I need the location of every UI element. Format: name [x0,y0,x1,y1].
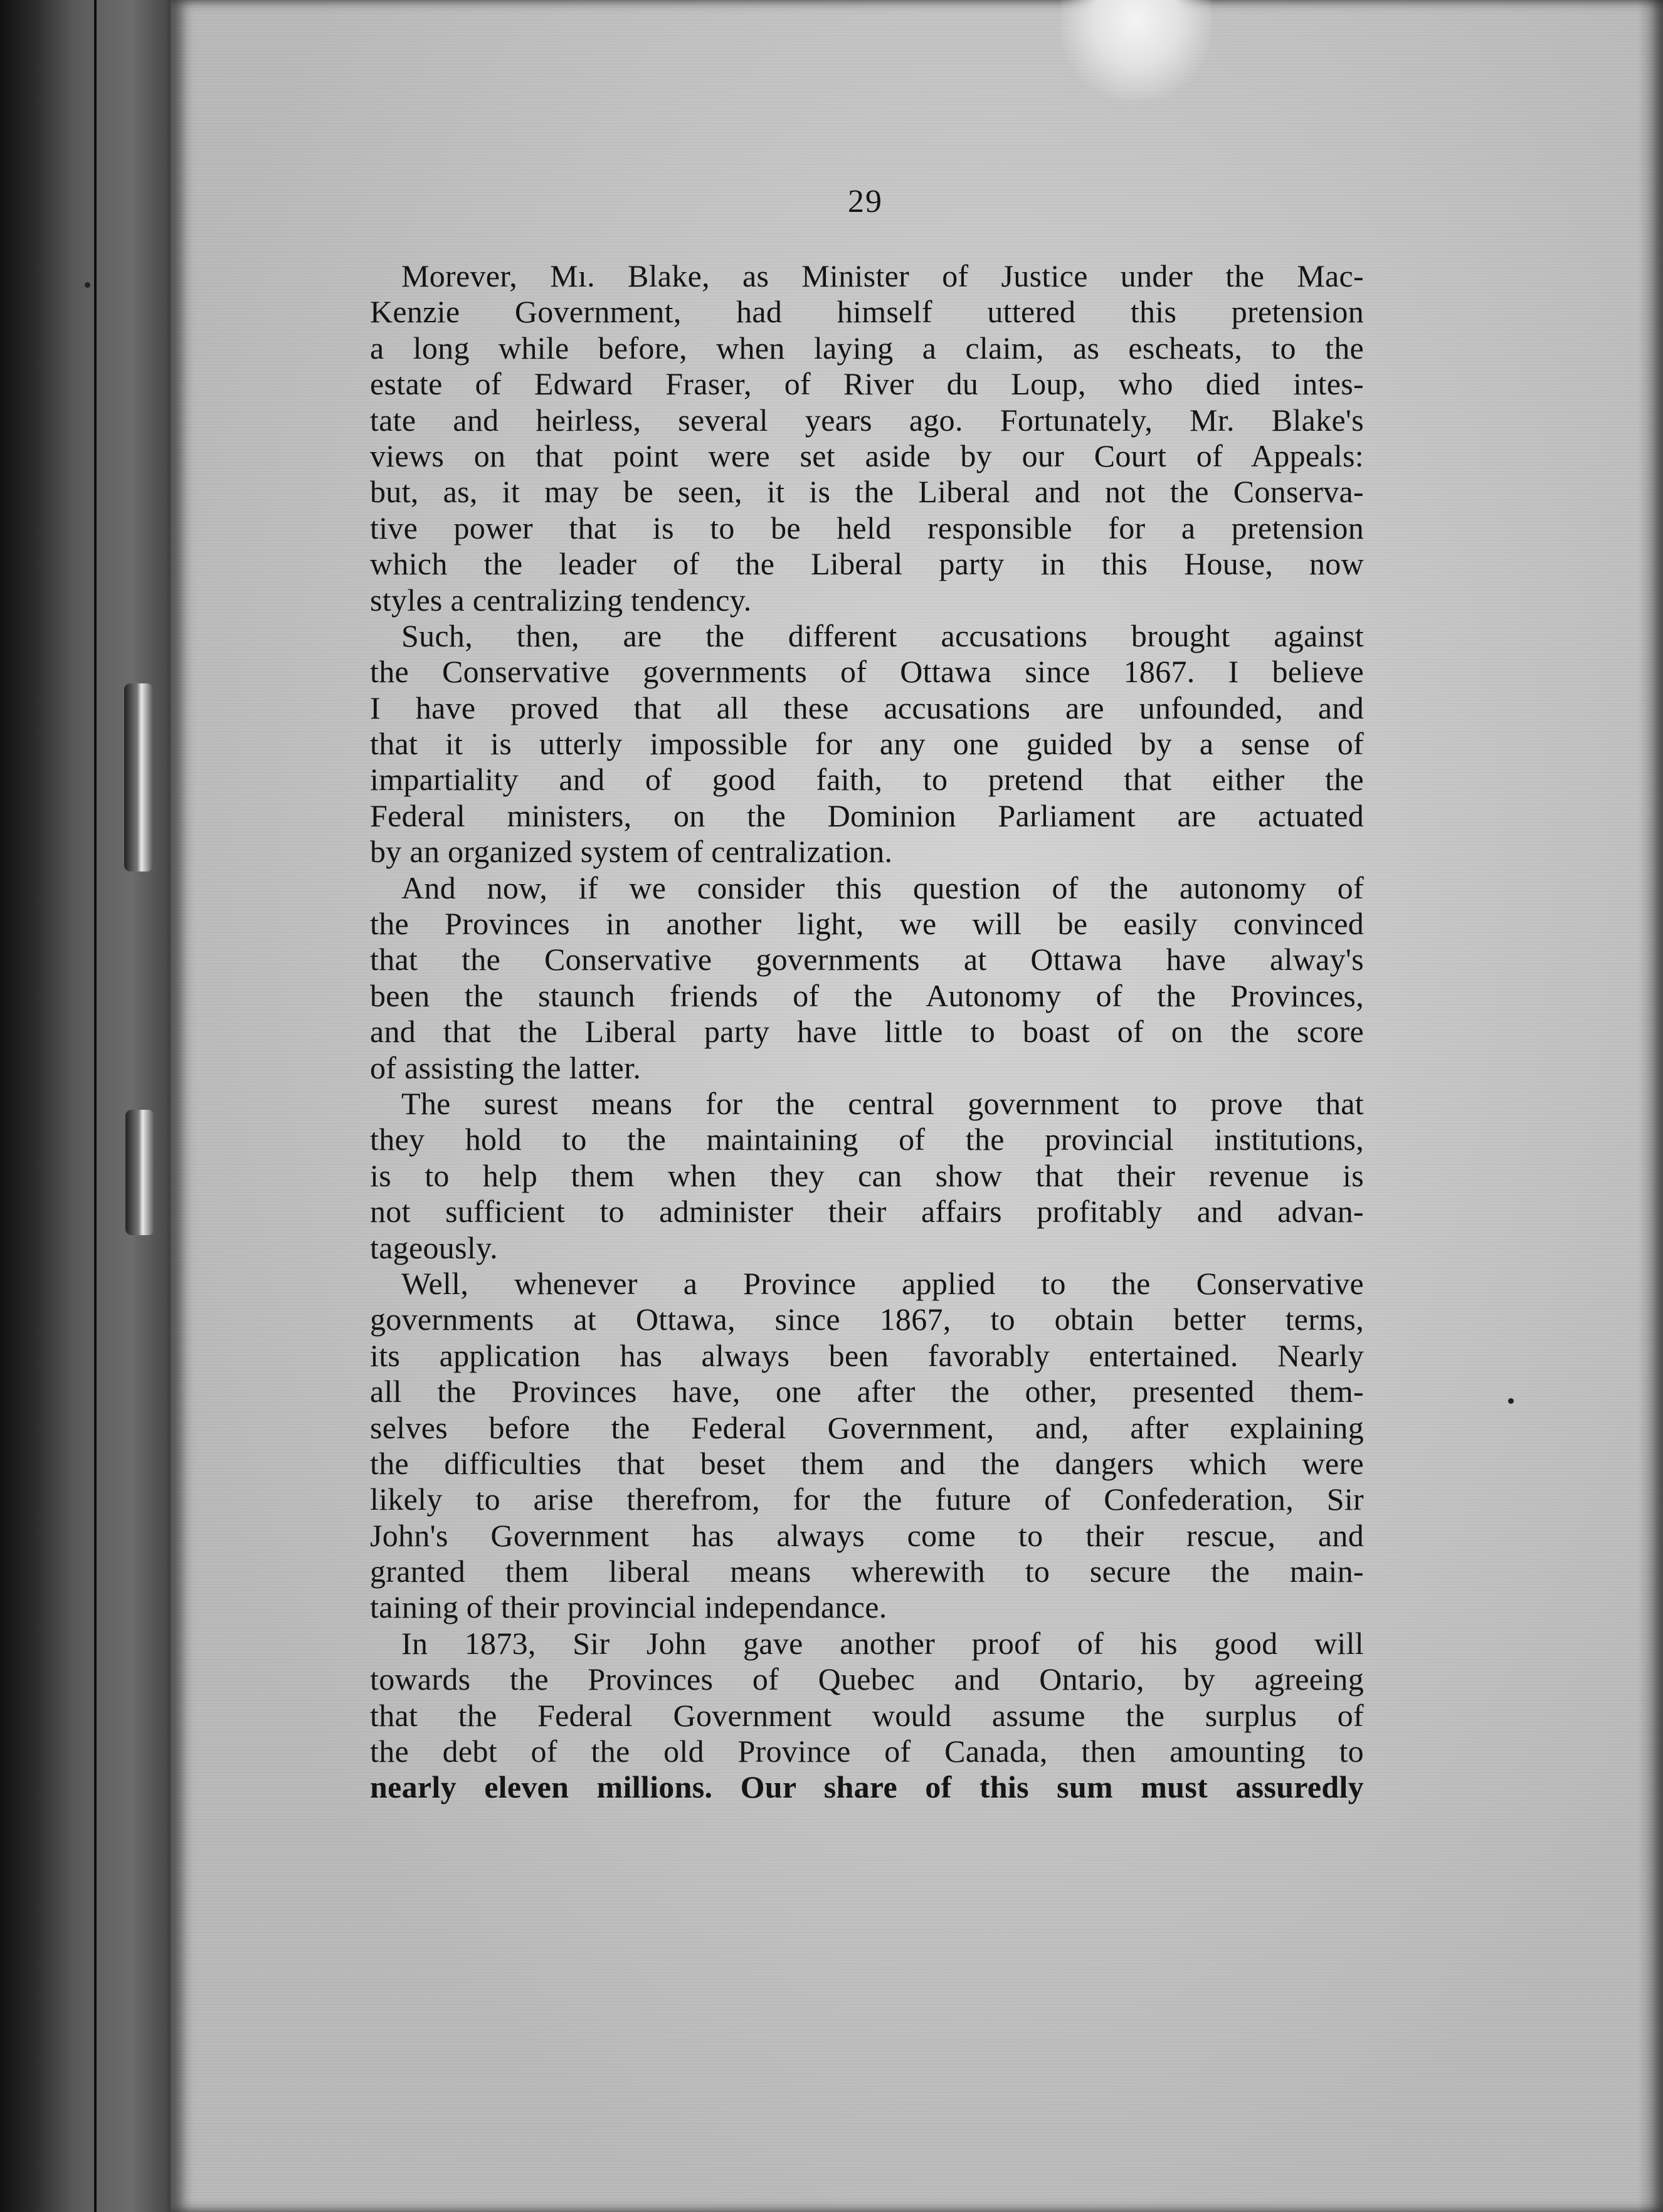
text-line: not sufficient to administer their affairs profitably and advan- [370,1194,1364,1230]
text-line: views on that point were set aside by our Court of Appeals: [370,438,1364,473]
text-line: that the Federal Government would assume the surplus of [370,1697,1364,1733]
text-line: tive power that is to be held responsible for a pretension [370,510,1364,545]
text-line: nearly eleven millions. Our share of this sum must assuredly [370,1769,1364,1805]
page-edge-shadow [1638,0,1663,2212]
text-line: been the staunch friends of the Autonomy of the Provinces, [370,977,1364,1013]
text-line: granted them liberal means wherewith to secure the main- [370,1554,1364,1589]
text-line: they hold to the maintaining of the provincial institutions, [370,1122,1364,1157]
text-line: of assisting the latter. [370,1050,641,1085]
text-line: Morever, Mı. Blake, as Minister of Justice under the Mac- [401,258,1364,293]
text-line: John's Government has always come to their rescue, and [370,1517,1364,1553]
text-line: tate and heirless, several years ago. Fortunately, Mr. Blake's [370,402,1364,438]
text-line: estate of Edward Fraser, of River du Loup, who died intes- [370,366,1364,402]
text-line: the debt of the old Province of Canada, then amounting to [370,1734,1364,1769]
text-line: the difficulties that beset them and the dangers which were [370,1445,1364,1481]
text-line: by an organized system of centralization. [370,834,893,870]
text-line: towards the Provinces of Quebec and Ontario, by agreeing [370,1662,1364,1697]
text-line: is to help them when they can show that their revenue is [370,1157,1364,1193]
text-line: its application has always been favorably entertained. Nearly [370,1337,1364,1373]
text-line: styles a centralizing tendency. [370,582,752,618]
text-line: Well, whenever a Province applied to the Conservative [401,1265,1364,1301]
text-line: a long while before, when laying a claim, as escheats, to the [370,330,1364,366]
text-line: And now, if we consider this question of the autonomy of [401,870,1364,905]
binding-tab-upper [124,683,153,872]
text-line: governments at Ottawa, since 1867, to obtain better terms, [370,1302,1364,1337]
text-line: tageously. [370,1230,498,1265]
text-line: I have proved that all these accusations are unfounded, and [370,690,1364,725]
text-line: selves before the Federal Government, and, after explaining [370,1409,1364,1445]
text-line: all the Provinces have, one after the other, presented them- [370,1374,1364,1409]
text-line: that the Conservative governments at Ottawa have alway's [370,942,1364,977]
text-line: the Provinces in another light, we will be easily convinced [370,906,1364,942]
text-line: In 1873, Sir John gave another proof of his good will [401,1625,1364,1661]
text-line: the Conservative governments of Ottawa since 1867. I believe [370,654,1364,690]
scan-background-left [0,0,188,2212]
body-text [370,258,1364,1806]
text-line: The surest means for the central government to prove that [401,1085,1364,1121]
stray-mark [1508,1398,1514,1404]
text-line: Federal ministers, on the Dominion Parliament are actuated [370,798,1364,833]
text-line: but, as, it may be seen, it is the Liberal and not the Conserva- [370,474,1364,510]
text-line: Such, then, are the different accusations brought against [401,618,1364,653]
text-line: impartiality and of good faith, to pretend that either the [370,762,1364,798]
text-line: and that the Liberal party have little to boast of on the score [370,1014,1364,1050]
text-line: taining of their provincial independance. [370,1589,887,1625]
text-line: Kenzie Government, had himself uttered this pretension [370,294,1364,330]
stray-mark [85,282,90,288]
page-number: 29 [848,184,883,219]
binding-tab-lower [125,1110,154,1235]
page-tear-mark [1061,0,1212,100]
text-line: that it is utterly impossible for any one guided by a sense of [370,726,1364,762]
text-line: which the leader of the Liberal party in this House, now [370,546,1364,582]
text-line: likely to arise therefrom, for the future of Confederation, Sir [370,1482,1364,1517]
